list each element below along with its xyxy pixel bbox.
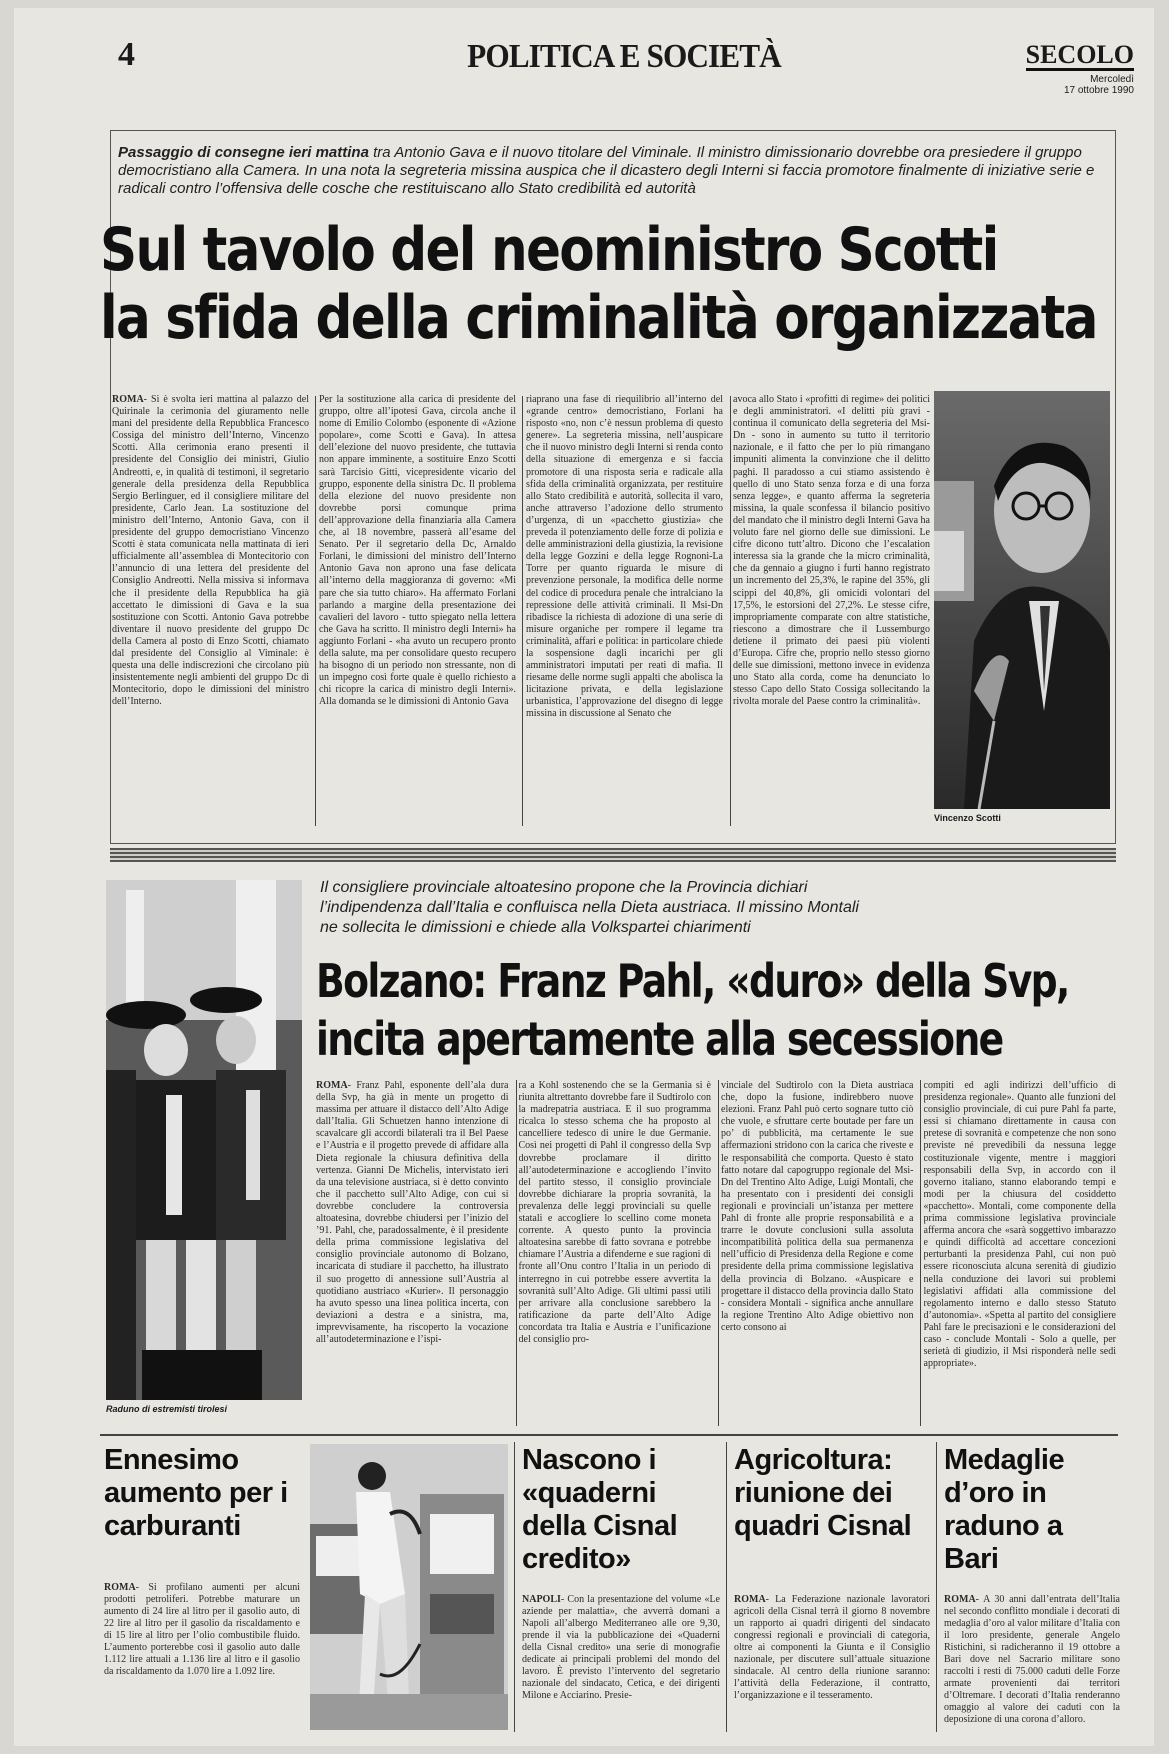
column-text: avoca allo Stato i «profitti di regime» dei politici e degli amministratori. «I delitti più gravi - continua il comunicato della segreteria del Msi-Dn - sono in aumento su tutto il territorio nazionale, e il fatto che per lo più rimangano impuniti alimenta la convinzione che il delitto paghi. Il paradosso a cui stiamo assistendo è quello di uno Stato senza forza e di una forza senza legge», e quanto afferma la segreteria missina, la quale sconfessa il bilancio positivo del mandato che il ministro degli Interni Gava ha voluto fare nel giorno delle sue dimissioni. Le cifre dicono tutt’altro. Dicono che l’escalation interessa sia la grande che la micro criminalità, che da gennaio a giugno i furti hanno registrato un incremento del 25,3%, le rapine del 35%, gli scippi del 40,8%, gli omicidi volontari del 17,5%, le estorsioni del 27,2%. Le stesse cifre, impropriamente comparate con altre statistiche, riescono a dimostrare che il Lussemburgo detiene il primato dei paesi più violenti d’Europa. Cifre che, proprio nello stesso giorno delle sue dimissioni, mettono invece in evidenza uno Stato alla corda, come ha denunciato lo stesso Capo dello Stato Cossiga sollecitando la rivolta morale del Paese contro la criminalità». xyxy=(733,394,930,708)
article-column xyxy=(924,1080,1117,1428)
issue-date xyxy=(1064,74,1134,96)
brief-agricoltura-body xyxy=(734,1594,930,1728)
section-divider xyxy=(110,848,1116,862)
column-rule xyxy=(730,396,731,826)
newspaper-page xyxy=(14,8,1154,1746)
article-bolzano-body xyxy=(316,1080,1116,1428)
article-column xyxy=(112,394,309,826)
column-text: - Si è svolta ieri mattina al palazzo del Quirinale la cerimonia del giuramento nelle mani del presidente della Repubblica Francesco Cossiga del ministro dell’Interno, Vincenzo Scotti. Alla cerimonia erano presenti il presidente del Consiglio dei ministri, Giulio Andreotti, e, in qualità di testimoni, il segretario generale della presidenza della Repubblica Sergio Berlinguer, ed il consigliere militare del presidente, Carlo Jean. La sostituzione del ministro dell’Interno, Antonio Gava, con il presidente del gruppo democristiano Vincenzo Scotti è stata comunicata nella mattinata di ieri ufficialmente all’assemblea di Montecitorio con l’annuncio di una lettera del presidente del Consiglio Andreotti. Nella missiva si informava che il presidente della Repubblica ha già accettato le dimissioni di Gava e la sua sostituzione con Scotti. Antonio Gava potrebbe diventare il nuovo presidente del gruppo Dc della Camera al posto di Enzo Scotti, chiamato dal presidente del Consiglio al Viminale: è questa una delle indiscrezioni che circolano più insistentemente negli ambienti del gruppo Dc di Montecitorio, dopo le dimissioni del ministro dell’Interno. xyxy=(112,394,309,708)
headline-line-2: la sfida della criminalità organizzata xyxy=(100,283,1097,353)
bottom-section-rule xyxy=(100,1434,1118,1436)
rally-photo-caption: Raduno di estremisti tirolesi xyxy=(106,1404,228,1414)
column-rule xyxy=(315,396,316,826)
masthead xyxy=(104,30,1144,100)
article-column xyxy=(519,1080,712,1428)
column-text: - Franz Pahl, esponente dell’ala dura della Svp, ha già in mente un progetto di massima per attuare il distacco dell’Alto Adige dall’Italia. Gli Schuetzen hanno intenzione di scavalcare gli accordi bilaterali tra il Bel Paese e l’Austria e il progetto prevede di affidare alla Dieta regionale la chiusura definitiva della vertenza. Gianni De Michelis, intervistato ieri da una televisione austriaca, si è detto convinto che il pacchetto sull’Alto Adige, con cui si dovrebbe concludere la controversia altoatesina, dovrebbe chiudersi per l’inizio del ’91. Pahl, che, paradossalmente, è il presidente della prima commissione legislativa del consiglio provinciale autonomo di Bolzano, incaricata di studiare il pacchetto, ha illustrato il suo progetto di annessione sull’Austria al quotidiano austriaco «Kurier». Il personaggio ha avuto spesso una linea politica incerta, con deviazioni a destra e a sinistra, ma, imprevvisamente, ha riscoperto la vocazione all’autodeterminazione e l’ispi- xyxy=(316,1080,509,1345)
column-rule xyxy=(522,396,523,826)
page-number: 4 xyxy=(118,36,135,73)
article-scotti-kicker xyxy=(118,144,1108,198)
brief-medaglie-body xyxy=(944,1594,1120,1728)
article-scotti-headline xyxy=(100,216,1097,352)
dateline: NAPOLI xyxy=(522,1594,561,1605)
article-bolzano-headline xyxy=(316,952,1069,1068)
column-rule xyxy=(718,1080,719,1426)
column-rule xyxy=(920,1080,921,1426)
brief-fuel-body xyxy=(104,1582,300,1728)
brief-medaglie-headline: Medaglie d’oro in raduno a Bari xyxy=(944,1444,1065,1575)
article-column xyxy=(526,394,723,826)
article-column xyxy=(733,394,930,826)
issue-weekday: Mercoledì xyxy=(1090,74,1134,85)
dateline: ROMA xyxy=(734,1594,766,1605)
headline-line-1: Bolzano: Franz Pahl, «duro» della Svp, xyxy=(316,954,1069,1008)
newspaper-logo: SECOLO xyxy=(1025,40,1134,69)
headline-line-2: incita apertamente alla secessione xyxy=(316,1012,1003,1066)
brief-text: - Si profilano aumenti per alcuni prodotti petroliferi. Potrebbe maturare un aumento di 24 lire al litro per il gasolio auto, di 22 lire al litro per il gasolio da riscaldamento e di 15 lire al litro per l’olio combustibile fluido. L’aumento porterebbe così il gasolio auto dalle 1.112 lire attuali a 1.136 lire al litro e il gasolio da riscaldamento da 1.070 lire a 1.092 lire. xyxy=(104,1582,300,1677)
column-rule xyxy=(936,1442,937,1732)
headline-line-1: Sul tavolo del neoministro Scotti xyxy=(100,215,998,285)
column-rule xyxy=(516,1080,517,1426)
kicker-lead: Passaggio di consegne ieri mattina xyxy=(118,144,369,161)
fuel-pump-image xyxy=(310,1444,508,1730)
dateline: ROMA xyxy=(104,1582,136,1593)
article-column xyxy=(316,1080,509,1428)
brief-fuel-headline: Ennesimo aumento per i carburanti xyxy=(104,1444,288,1542)
brief-cisnal-credito-body xyxy=(522,1594,720,1728)
article-column xyxy=(319,394,516,826)
brief-text: - La Federazione nazionale lavoratori agricoli della Cisnal terrà il giorno 8 novembre un rapporto ai quadri dirigenti del sindacato congressi regionali e provinciali di categoria, oltre ai componenti la Giunta e il Consiglio nazionale, per discutere sull’attuale situazione sindacale. Al centro della riunione saranno: l’attività della Federazione, il contratto, l’organizzazione e il tesseramento. xyxy=(734,1594,930,1701)
fuel-pump-photo xyxy=(310,1444,508,1730)
dateline: ROMA xyxy=(316,1080,348,1091)
dateline: ROMA xyxy=(944,1594,976,1605)
brief-text: - Con la presentazione del volume «Le aziende per malattia», che avverrà domani a Napoli all’albergo Mediterraneo alle ore 9,30, prende il via la pubblicazione dei «Quaderni della Cisnal credito» una serie di monografie dedicate ai principali problemi del mondo del lavoro. È previsto l’intervento del segretario nazionale del sindacato, Cetica, e dei dirigenti Milone e Acciarino. Presie- xyxy=(522,1594,720,1701)
column-text: compiti ed agli indirizzi dell’ufficio di presidenza regionale». Quanto alle funzioni del consiglio provinciale, di cui pure Pahl fa parte, essi si chiamano direttamente in causa con pretese di sovranità e competenze che non sono previste né prevedibili da nessuna legge costituzionale vigente, mentre i maggiori responsabili della Svp, in accordo con il governo italiano, stanno elaborando tempi e modi per la chiusura del cosiddetto «pacchetto». Montali, come componente della prima commissione legislativa provinciale afferma ancora che «sarà soggettivo imbarazzo e quindi difficoltà ad accettare concezioni perturbanti la presidenza Pahl, cui non può essere riconosciuta alcuna serenità di giudizio nella conduzione dei lavori sui problemi legislativi affidati alla commissione del regolamento interno e dallo stesso Statuto d’autonomia». «Spetta al partito del consigliere Pahl fare le precisazioni e le considerazioni del caso - conclude Montali - Solo a quelle, per serietà di giudizio, il Msi risponderà nelle sedi appropriate». xyxy=(923,1080,1116,1370)
brief-cisnal-credito-headline: Nascono i «quaderni della Cisnal credito» xyxy=(522,1444,678,1575)
dateline: ROMA xyxy=(112,394,144,405)
article-bolzano-kicker: Il consigliere provinciale altoatesino propone che la Provincia dichiari l’indipendenza dall’Italia e confluisca nella Dieta austriaca. Il missino Montali ne sollecita le dimissioni e chiede alla Volkspartei chiarimenti xyxy=(320,879,859,936)
tyrolean-rally-photo xyxy=(106,880,302,1400)
column-text: vinciale del Sudtirolo con la Dieta austriaca che, dopo la fusione, indirebbero nuove elezioni. Franz Pahl può certo sognare tutto ciò che vuole, e sfruttare certe boutade per fare un po’ di pubblicità, ma certamente le sue affermazioni stridono con la carica che riveste e le responsabilità che comporta. Questo è stato fatto notare dal capogruppo regionale del Msi-Dn del Trentino Alto Adige, Luigi Montali, che ha presentato con i presidenti dei consigli regionali e provinciali un’istanza per mettere Pahl di fronte alle proprie responsabilità e a trarre le dovute conclusioni sulla assoluta incompatibilità politica della sua permanenza nell’ufficio di Presidenza della Regione e come presidente della prima commissione legislativa della provincia di Bolzano. «Auspicare e progettare il distacco della provincia dallo Stato - considera Montali - significa anche annullare la regione Trentino Alto Adige obiettivo non certo consono ai xyxy=(721,1080,914,1333)
issue-day: 17 ottobre 1990 xyxy=(1063,85,1134,96)
scotti-photo-caption: Vincenzo Scotti xyxy=(934,813,1001,823)
kicker-text: tra Antonio Gava e il nuovo titolare del Viminale. Il ministro dimissionario dovrebbe ora presiedere il gruppo democristiano alla Camera. In una nota la segreteria missina auspica che il dicastero degli Interni si faccia promotore finalmente di iniziative serie e radicali contro l’offensiva delle cosche che restituiscano allo Stato credibilità ed autorità xyxy=(118,144,1095,197)
article-scotti-body xyxy=(112,394,930,826)
section-title: POLITICA E SOCIETÀ xyxy=(467,38,781,75)
brief-text: - A 30 anni dall’entrata dell’Italia nel secondo conflitto mondiale i decorati di medaglia d’oro al valor militare d’Italia con il loro presidente, generale Angelo Ristichini, si radicheranno il 19 ottobre a Bari dove nel Sacrario militare sono raccolti i resti di 75.000 caduti delle Forze armate provenienti dai territori d’Oltremare. I decorati d’Italia renderanno omaggio al valore dei caduti con la deposizione di una corona d’alloro. xyxy=(944,1594,1120,1725)
column-text: riaprano una fase di riequilibrio all’interno del «grande centro» democristiano, Forlani ha risposto «no, non c’è nessun problema di questo genere». La segreteria missina, nell’auspicare che il nuovo ministro degli Interni si renda conto della situazione di emergenza e si faccia promotore di una risposta seria e radicale alla sfida della criminalità organizzata, per restituire allo Stato credibilità e autorità, sollecita il varo, anche attraverso l’adozione dello strumento d’urgenza, di un «pacchetto giustizia» che preveda il potenziamento delle forze di polizia e delle amministrazioni della giustizia, la revisione della legge Gozzini e della legge Rognoni-La Torre per quanto riguarda le misure di prevenzione personale, la modifica delle norme del codice di procedura penale che intralciano la repressione delle attività criminali. Il Msi-Dn ribadisce la richiesta di adozione di una serie di misure organiche per rompere il legame tra criminalità, affari e politica: in particolare chiede la sospensione dagli incarichi per gli amministratori imputati per reati di mafia. Il riesame delle norme sugli appalti che abolisca la licitazione privata, e della legislazione urbanistica, l’approvazione del disegno di legge missina in discussione al Senato che xyxy=(526,394,723,720)
article-column xyxy=(721,1080,914,1428)
column-text: ra a Kohl sostenendo che se la Germania si è riunita altrettanto dovrebbe fare il Sudtirolo con la madrepatria austriaca. E il suo programma ricalca lo stesso schema che ha proposto al cancelliere tedesco di unire le due Germanie. Così nei progetti di Pahl il congresso della Svp dovrebbe proclamare il diritto all’autodeterminazione e accogliendo l’invito del partito stesso, il consiglio provinciale dovrebbe dichiarare la propria sovranità, la prevalenza delle leggi provinciali su quelle statali e accogliere lo scellino come moneta corrente. A questo punto la provincia altoatesina sarebbe di fatto sovrana e potrebbe chiamare l’Austria a difenderne e sue ragioni di fronte all’Onu contro l’Italia in un periodo di interregno in cui potrebbe essere avvertita la sovranità sull’Alto Adige. Gli ultimi passi utili per arrivare alla conclusione sarebbero la ratificazione da parte dell’Alto Adige concordata tra Italia e Austria e l’unificazione del consiglio pro- xyxy=(518,1080,711,1345)
column-rule xyxy=(514,1442,515,1732)
scotti-portrait-image xyxy=(934,391,1110,809)
column-rule xyxy=(726,1442,727,1732)
scotti-photo xyxy=(934,391,1110,809)
brief-agricoltura-headline: Agricoltura: riunione dei quadri Cisnal xyxy=(734,1444,912,1542)
tyrolean-rally-image xyxy=(106,880,302,1400)
column-text: Per la sostituzione alla carica di presidente del gruppo, oltre all’ipotesi Gava, circola anche il nome di Emilio Colombo (esponente di «Azione popolare», come Scotti e Gava). In attesa dell’elezione del nuovo presidente, che tuttavia non appare imminente, a sostituire Enzo Scotti sarà Tarcisio Gitti, vicepresidente vicario del gruppo, esponente della sinistra Dc. Il problema della elezione del nuovo presidente non dovrebbe porsi comunque prima dell’approvazione della finanziaria alla Camera che, al 18 novembre, passerà all’esame del Senato. Per il segretario della Dc, Arnaldo Forlani, le dimissioni del ministro dell’Interno Antonio Gava non aprono una fase delicata all’interno della maggioranza di governo: «Mi pare che sia tutto chiaro». Ha affermato Forlani parlando a margine della presentazione dei cavalieri del lavoro - tutto spiegato nella lettera che Gava ha scritto. Il ministro degli Interni» ha aggiunto Forlani - «ha avuto un recupero pronto della salute, ma per consolidare questo recupero ha bisogno di un periodo non stressante, non di un impegno così forte quale è quello richiesto a chi ricopre la carica di ministro degli Interni». Alla domanda se le dimissioni di Antonio Gava xyxy=(319,394,516,708)
